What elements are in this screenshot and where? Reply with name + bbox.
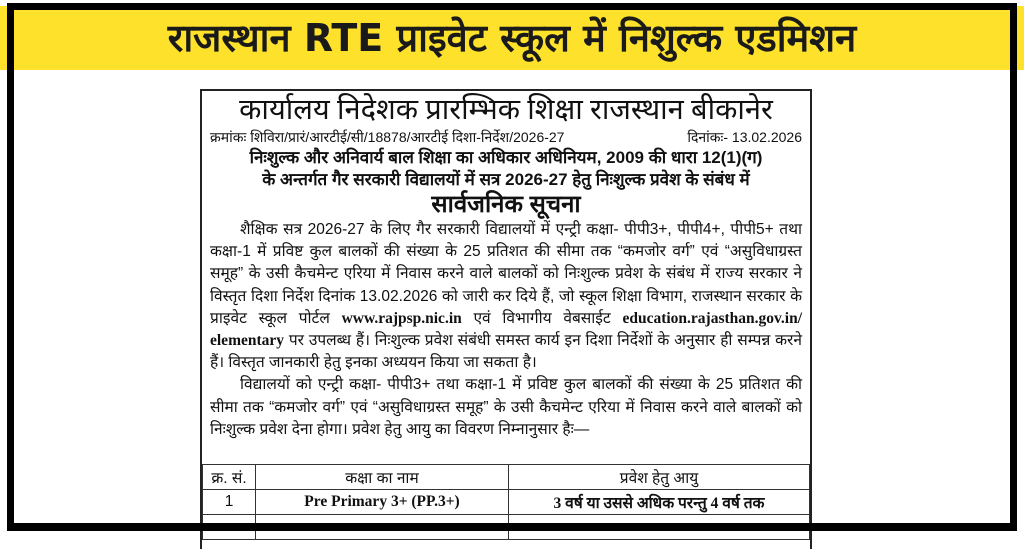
cell-admission-age: 3 वर्ष या उससे अधिक परन्तु 4 वर्ष तक <box>509 490 810 515</box>
frame-bottom-bar <box>7 523 1017 531</box>
cell-serial: 1 <box>203 490 256 515</box>
paragraph-1-text-a: शैक्षिक सत्र 2026-27 के लिए गैर सरकारी विद्यालयों में एन्ट्री कक्षा- पीपी3+, पीपी4+, पीपी5+ तथा कक्षा-1 में प्रविष्ट कुल बालकों की संख्या के 25 प्रतिशत की सीमा तक “कमजोर वर्ग” एवं “असुविधाग्रस्त समूह” के उसी कैचमेन्ट एरिया में निवास करने वाले बालकों को निःशुल्क प्रवेश के संबंध में राज्य सरकार ने विस्तृत दिशा निर्देश दिनांक 13.02.2026 को जारी कर दिये हैं, जो स्कूल शिक्षा विभाग, राजस्थान सरकार के प्राइवेट स्कूल पोर्टल <box>210 221 802 327</box>
table-row <box>203 490 810 515</box>
website-link[interactable]: education.rajasthan.gov.in/ elementary <box>210 309 803 350</box>
office-heading: कार्यालय निदेशक प्रारम्भिक शिक्षा राजस्थान बीकानेर <box>239 94 773 126</box>
header-class-name: कक्षा का नाम <box>256 465 509 490</box>
header-serial: क्र. सं. <box>203 465 256 490</box>
subject-line-1: निःशुल्क और अनिवार्य बाल शिक्षा का अधिकार अधिनियम, 2009 की धारा 12(1)(ग) <box>249 148 763 167</box>
header-admission-age: प्रवेश हेतु आयु <box>509 465 810 490</box>
reference-number: क्रमांकः शिविरा/प्रारं/आरटीई/सी/18878/आरटीई दिशा-निर्देश/2026-27 <box>210 129 565 145</box>
paragraph-1-text-c: पर उपलब्ध हैं। निःशुल्क प्रवेश संबंधी समस्त कार्य इन दिशा निर्देशों के अनुसार ही सम्पन्न करने हैं। विस्तृत जानकारी हेतु इनका अध्ययन किया जा सकता है। <box>210 332 802 372</box>
table-header-row <box>203 465 810 490</box>
banner-title: राजस्थान RTE प्राइवेट स्कूल में निशुल्क एडमिशन <box>167 16 857 60</box>
notice-title: सार्वजनिक सूचना <box>431 191 581 218</box>
notice-date: दिनांकः- 13.02.2026 <box>687 129 802 145</box>
portal-link[interactable]: www.rajpsp.nic.in <box>341 309 462 327</box>
paragraph-1-text-b: एवं विभागीय वेबसाईट <box>473 309 611 327</box>
reference-line <box>210 127 802 147</box>
subject-line-2: के अन्तर्गत गैर सरकारी विद्यालयों में सत्र 2026-27 हेतु निःशुल्क प्रवेश के संबंध में <box>262 170 750 189</box>
cell-class-name: Pre Primary 3+ (PP.3+) <box>256 490 509 515</box>
notice-document <box>200 89 812 549</box>
paragraph-2: विद्यालयों को एन्ट्री कक्षा- पीपी3+ तथा कक्षा-1 में प्रविष्ट कुल बालकों की संख्या के 25 प्रतिशत की सीमा तक “कमजोर वर्ग” एवं “असुविधाग्रस्त समूह” के उसी कैचमेन्ट एरिया में निवास करने वाले बालकों को निःशुल्क प्रवेश देना होगा। प्रवेश हेतु आयु का विवरण निम्नानुसार हैः— <box>210 376 802 438</box>
paragraph-1 <box>210 219 802 374</box>
